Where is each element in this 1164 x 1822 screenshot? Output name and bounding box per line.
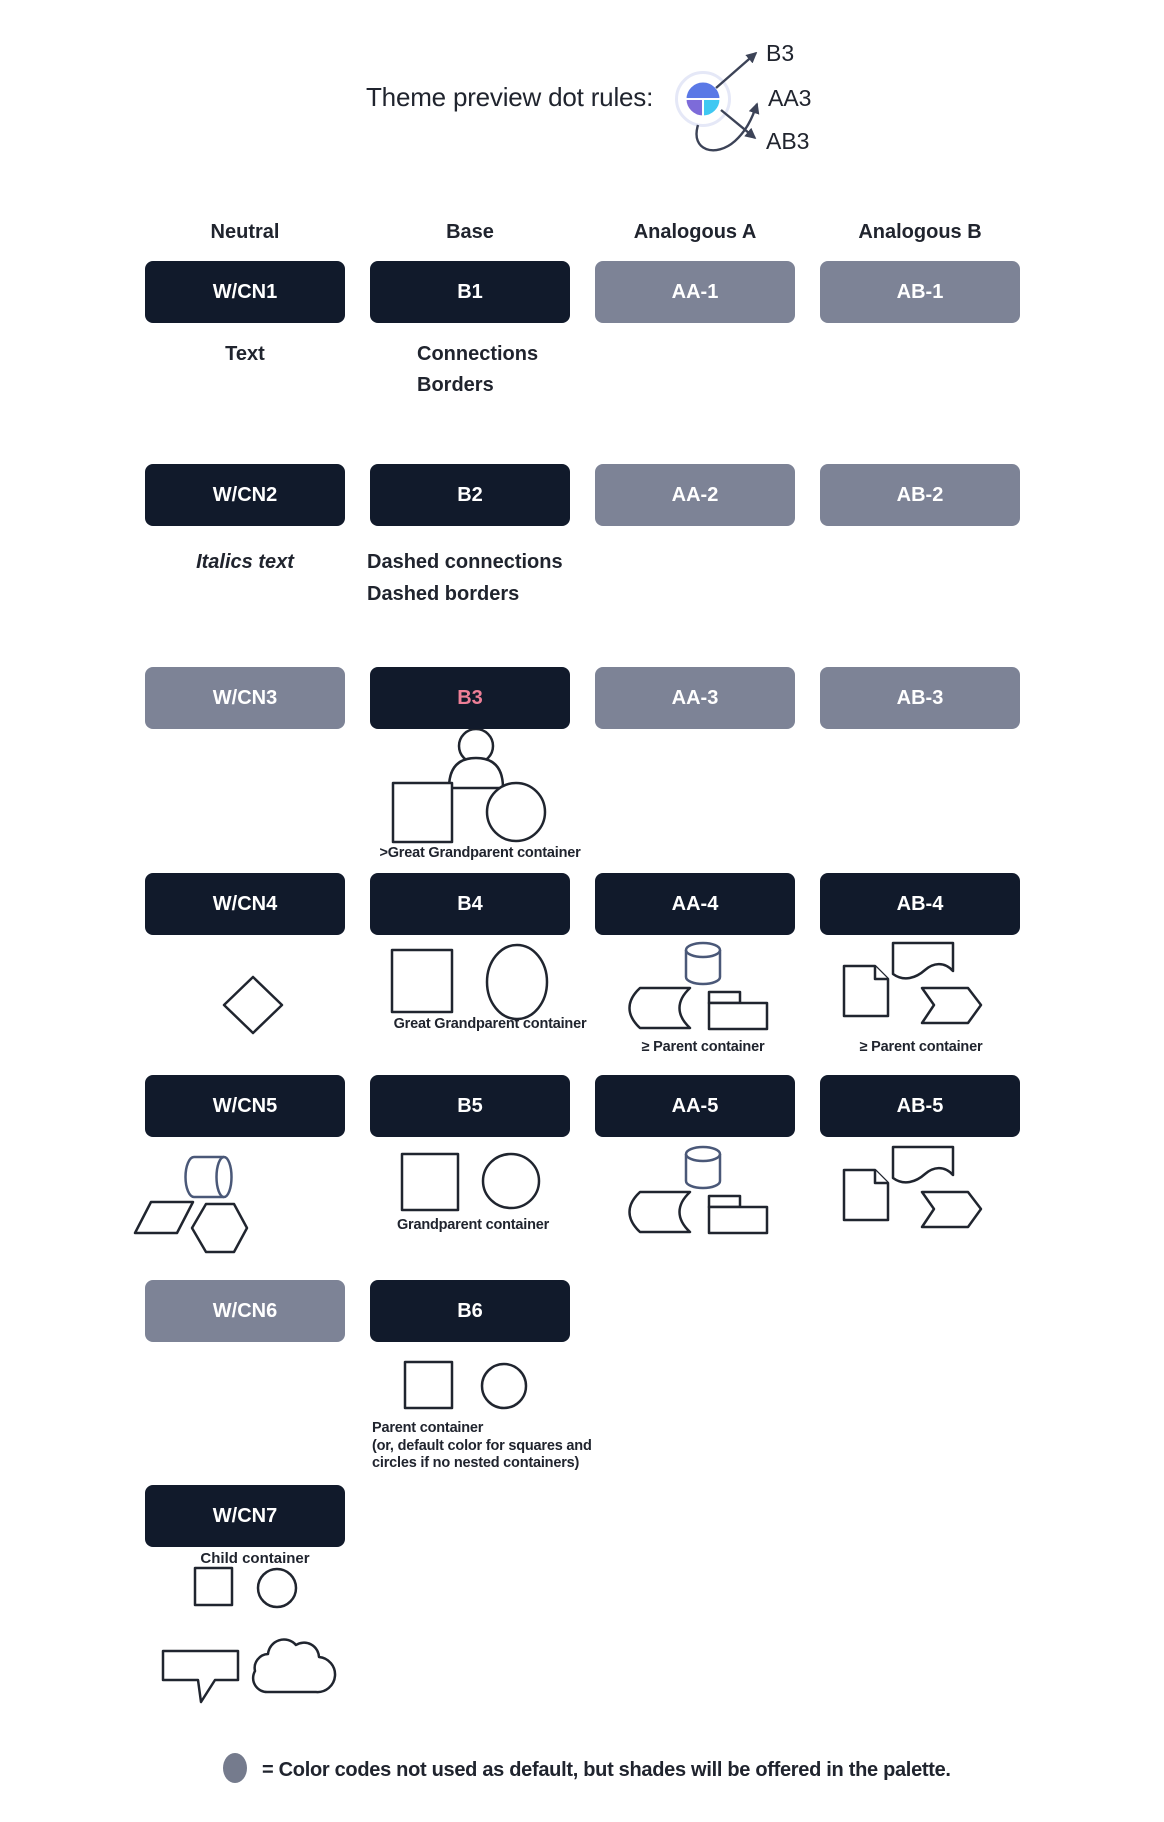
cloud-icon <box>253 1640 335 1693</box>
swatch-wcn3: W/CN3 <box>145 667 345 729</box>
swatch-aa1: AA-1 <box>595 261 795 323</box>
caption-connections: Connections <box>417 343 539 365</box>
column-header-analogous-b: Analogous B <box>858 221 982 243</box>
cylinder-icon <box>686 943 720 984</box>
swatch-wcn1: W/CN1 <box>145 261 345 323</box>
square-shape <box>195 1568 232 1605</box>
hexagon-shape <box>192 1204 247 1252</box>
circle-shape <box>258 1569 296 1607</box>
tabbed-rectangle-icon <box>709 992 767 1029</box>
swatch-ab3: AB-3 <box>820 667 1020 729</box>
square-shape <box>392 950 452 1012</box>
swatch-ab4: AB-4 <box>820 873 1020 935</box>
circle-shape <box>487 945 547 1019</box>
caption-borders: Borders <box>417 374 494 396</box>
parallelogram-shape <box>135 1202 193 1233</box>
caption-parent-or-above-a: ≥ Parent container <box>641 1039 765 1055</box>
swatch-b4: B4 <box>370 873 570 935</box>
caption-dashed-connections: Dashed connections <box>367 551 563 573</box>
arrow-to-b3 <box>716 53 756 88</box>
swatch-ab2: AB-2 <box>820 464 1020 526</box>
document-icon <box>844 966 888 1016</box>
wcn7-shapes <box>163 1568 335 1702</box>
swatch-b1: B1 <box>370 261 570 323</box>
b4-shapes <box>392 945 547 1019</box>
circle-shape <box>482 1364 526 1408</box>
dot-label-b3: B3 <box>766 40 795 66</box>
b3-shapes <box>393 729 545 842</box>
legend-text: = Color codes not used as default, but shades will be offered in the palette. <box>262 1759 951 1781</box>
ab4-shapes <box>844 943 981 1023</box>
swatch-b3: B3 <box>370 667 570 729</box>
page-title: Theme preview dot rules: <box>366 82 654 112</box>
person-icon <box>449 729 503 788</box>
caption-child: Child container <box>200 1550 310 1567</box>
wavy-document-icon <box>893 943 953 978</box>
caption-parent-line1: Parent container <box>372 1420 484 1436</box>
caption-italics-text: Italics text <box>196 551 294 573</box>
swatch-b2: B2 <box>370 464 570 526</box>
circle-shape <box>483 1154 539 1208</box>
caption-parent-or-above-b: ≥ Parent container <box>859 1039 983 1055</box>
chevron-arrow-icon <box>922 988 981 1023</box>
speech-bubble-icon <box>163 1651 238 1702</box>
column-header-base: Base <box>446 221 494 243</box>
ab5-shapes <box>844 1147 981 1227</box>
swatch-wcn5: W/CN5 <box>145 1075 345 1137</box>
swatch-wcn4: W/CN4 <box>145 873 345 935</box>
wcn5-shapes <box>135 1157 247 1252</box>
swatch-wcn7: W/CN7 <box>145 1485 345 1547</box>
swatch-aa4: AA-4 <box>595 873 795 935</box>
diamond-shape <box>224 977 282 1033</box>
column-header-neutral: Neutral <box>210 221 280 243</box>
horizontal-cylinder-icon <box>186 1157 232 1197</box>
b6-shapes <box>405 1362 526 1408</box>
caption-dashed-borders: Dashed borders <box>367 583 520 605</box>
swatch-ab5: AB-5 <box>820 1075 1020 1137</box>
aa5-shapes <box>630 1147 768 1233</box>
square-shape <box>402 1154 458 1210</box>
swatch-ab1: AB-1 <box>820 261 1020 323</box>
legend-dot <box>223 1753 247 1783</box>
caption-great-grandparent-arrow: >Great Grandparent container <box>379 845 581 861</box>
swatch-wcn2: W/CN2 <box>145 464 345 526</box>
arrow-to-ab3 <box>721 110 755 138</box>
swatch-aa3: AA-3 <box>595 667 795 729</box>
aa4-shapes <box>630 943 768 1029</box>
dot-label-ab3: AB3 <box>766 128 810 154</box>
b5-shapes <box>402 1154 539 1210</box>
caption-great-grandparent: Great Grandparent container <box>393 1016 587 1032</box>
column-header-analogous-a: Analogous A <box>633 221 757 243</box>
caption-text: Text <box>225 343 265 365</box>
theme-preview-dot <box>677 53 758 150</box>
caption-parent-note <box>372 1420 592 1473</box>
stored-data-icon <box>630 988 691 1028</box>
dot-label-aa3: AA3 <box>768 85 812 111</box>
swatch-b6: B6 <box>370 1280 570 1342</box>
square-shape <box>393 783 452 842</box>
circle-shape <box>487 783 545 841</box>
caption-parent-line3: circles if no nested containers) <box>372 1455 580 1471</box>
caption-grandparent: Grandparent container <box>396 1217 550 1233</box>
swatch-aa5: AA-5 <box>595 1075 795 1137</box>
swatch-aa2: AA-2 <box>595 464 795 526</box>
swatch-wcn6: W/CN6 <box>145 1280 345 1342</box>
caption-parent-line2: (or, default color for squares and <box>372 1437 592 1454</box>
square-shape <box>405 1362 452 1408</box>
swatch-b5: B5 <box>370 1075 570 1137</box>
